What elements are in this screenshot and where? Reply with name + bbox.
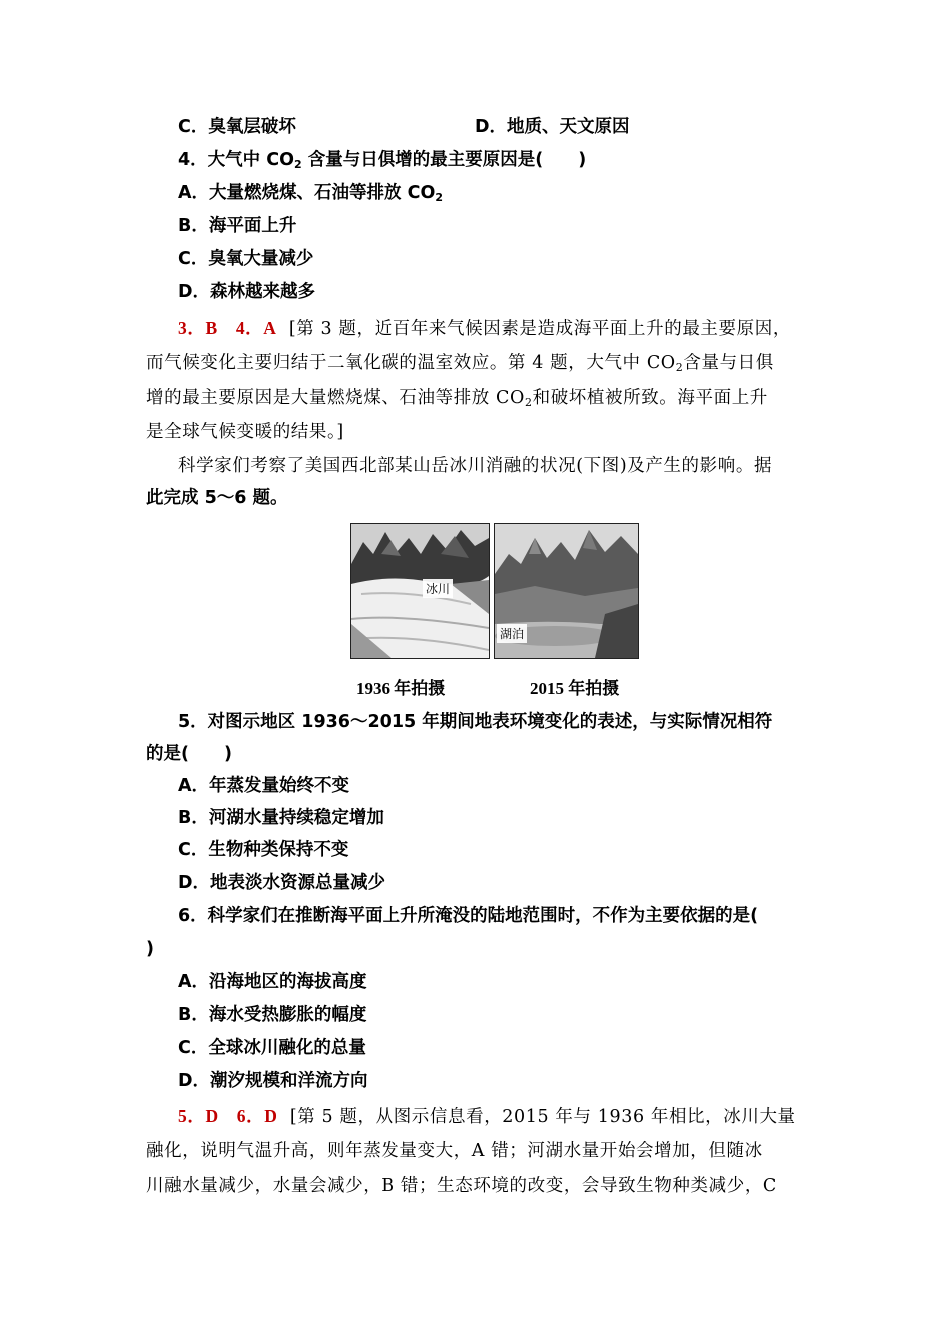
q4-stem: 4．大气中 $CO_2$ 含量与日俱增的最主要原因是( ) bbox=[178, 150, 587, 171]
q6-option-c: C．全球冰川融化的总量 bbox=[178, 1038, 366, 1058]
q5-option-d: D．地表淡水资源总量减少 bbox=[178, 873, 386, 893]
photo-1936 bbox=[350, 523, 490, 659]
q6-option-a: A．沿海地区的海拔高度 bbox=[178, 972, 367, 992]
intro-line1: 科学家们考察了美国西北部某山岳冰川消融的状况(下图)及产生的影响。据 bbox=[178, 456, 773, 476]
q4-option-d: D．森林越来越多 bbox=[178, 282, 316, 302]
q4-option-c: C．臭氧大量减少 bbox=[178, 249, 314, 269]
answer-3-4-key: 3．B 4．A bbox=[178, 318, 277, 338]
q6-stem-line1: 6．科学家们在推断海平面上升所淹没的陆地范围时，不作为主要依据的是( bbox=[178, 906, 759, 926]
q3-option-d: D．地质、天文原因 bbox=[475, 117, 630, 137]
q5-stem-line1: 5．对图示地区 1936～2015 年期间地表环境变化的表述，与实际情况相符 bbox=[178, 712, 773, 732]
answer-5-6-line2: 融化，说明气温升高，则年蒸发量变大，A 错；河湖水量开始会增加，但随冰 bbox=[146, 1141, 763, 1161]
answer-5-6-line3: 川融水量减少，水量会减少，B 错；生态环境的改变，会导致生物种类减少，C bbox=[146, 1176, 777, 1196]
q6-stem-line2: ) bbox=[146, 939, 154, 959]
q5-option-c: C．生物种类保持不变 bbox=[178, 840, 349, 860]
intro-line2: 此完成 5～6 题。 bbox=[146, 488, 288, 508]
photo-2015 bbox=[494, 523, 639, 659]
q5-stem-line2: 的是( ) bbox=[146, 744, 232, 764]
q5-option-b: B．河湖水量持续稳定增加 bbox=[178, 808, 384, 828]
q6-option-b: B．海水受热膨胀的幅度 bbox=[178, 1005, 367, 1025]
answer-3-4-line1: 3．B 4．A [第 3 题，近百年来气候因素是造成海平面上升的最主要原因， bbox=[178, 318, 791, 339]
q3-option-c: C．臭氧层破坏 bbox=[178, 117, 296, 137]
answer-5-6-line1: 5．D 6．D [第 5 题，从图示信息看，2015 年与 1936 年相比，冰川大量 bbox=[178, 1106, 796, 1127]
q6-option-d: D．潮汐规模和洋流方向 bbox=[178, 1071, 368, 1091]
q4-option-a: A．大量燃烧煤、石油等排放 $CO_2$ bbox=[178, 183, 444, 204]
q4-option-b: B．海平面上升 bbox=[178, 216, 297, 236]
answer-3-4-line4: 是全球气候变暖的结果。] bbox=[146, 422, 344, 442]
answer-3-4-line3: 增的最主要原因是大量燃烧煤、石油等排放 $CO_2$和破坏植被所致。海平面上升 bbox=[146, 388, 768, 409]
answer-3-4-line2: 而气候变化主要归结于二氧化碳的温室效应。第 4 题，大气中 $CO_2$含量与日俱 bbox=[146, 353, 774, 374]
q5-option-a: A．年蒸发量始终不变 bbox=[178, 776, 350, 796]
answer-5-6-key: 5．D 6．D bbox=[178, 1106, 278, 1126]
caption-2015: 2015 年拍摄 bbox=[530, 679, 620, 698]
label-lake: 湖泊 bbox=[497, 624, 527, 643]
glacier-1936-illustration bbox=[351, 524, 489, 658]
caption-1936: 1936 年拍摄 bbox=[356, 679, 446, 698]
label-glacier: 冰川 bbox=[423, 579, 453, 598]
